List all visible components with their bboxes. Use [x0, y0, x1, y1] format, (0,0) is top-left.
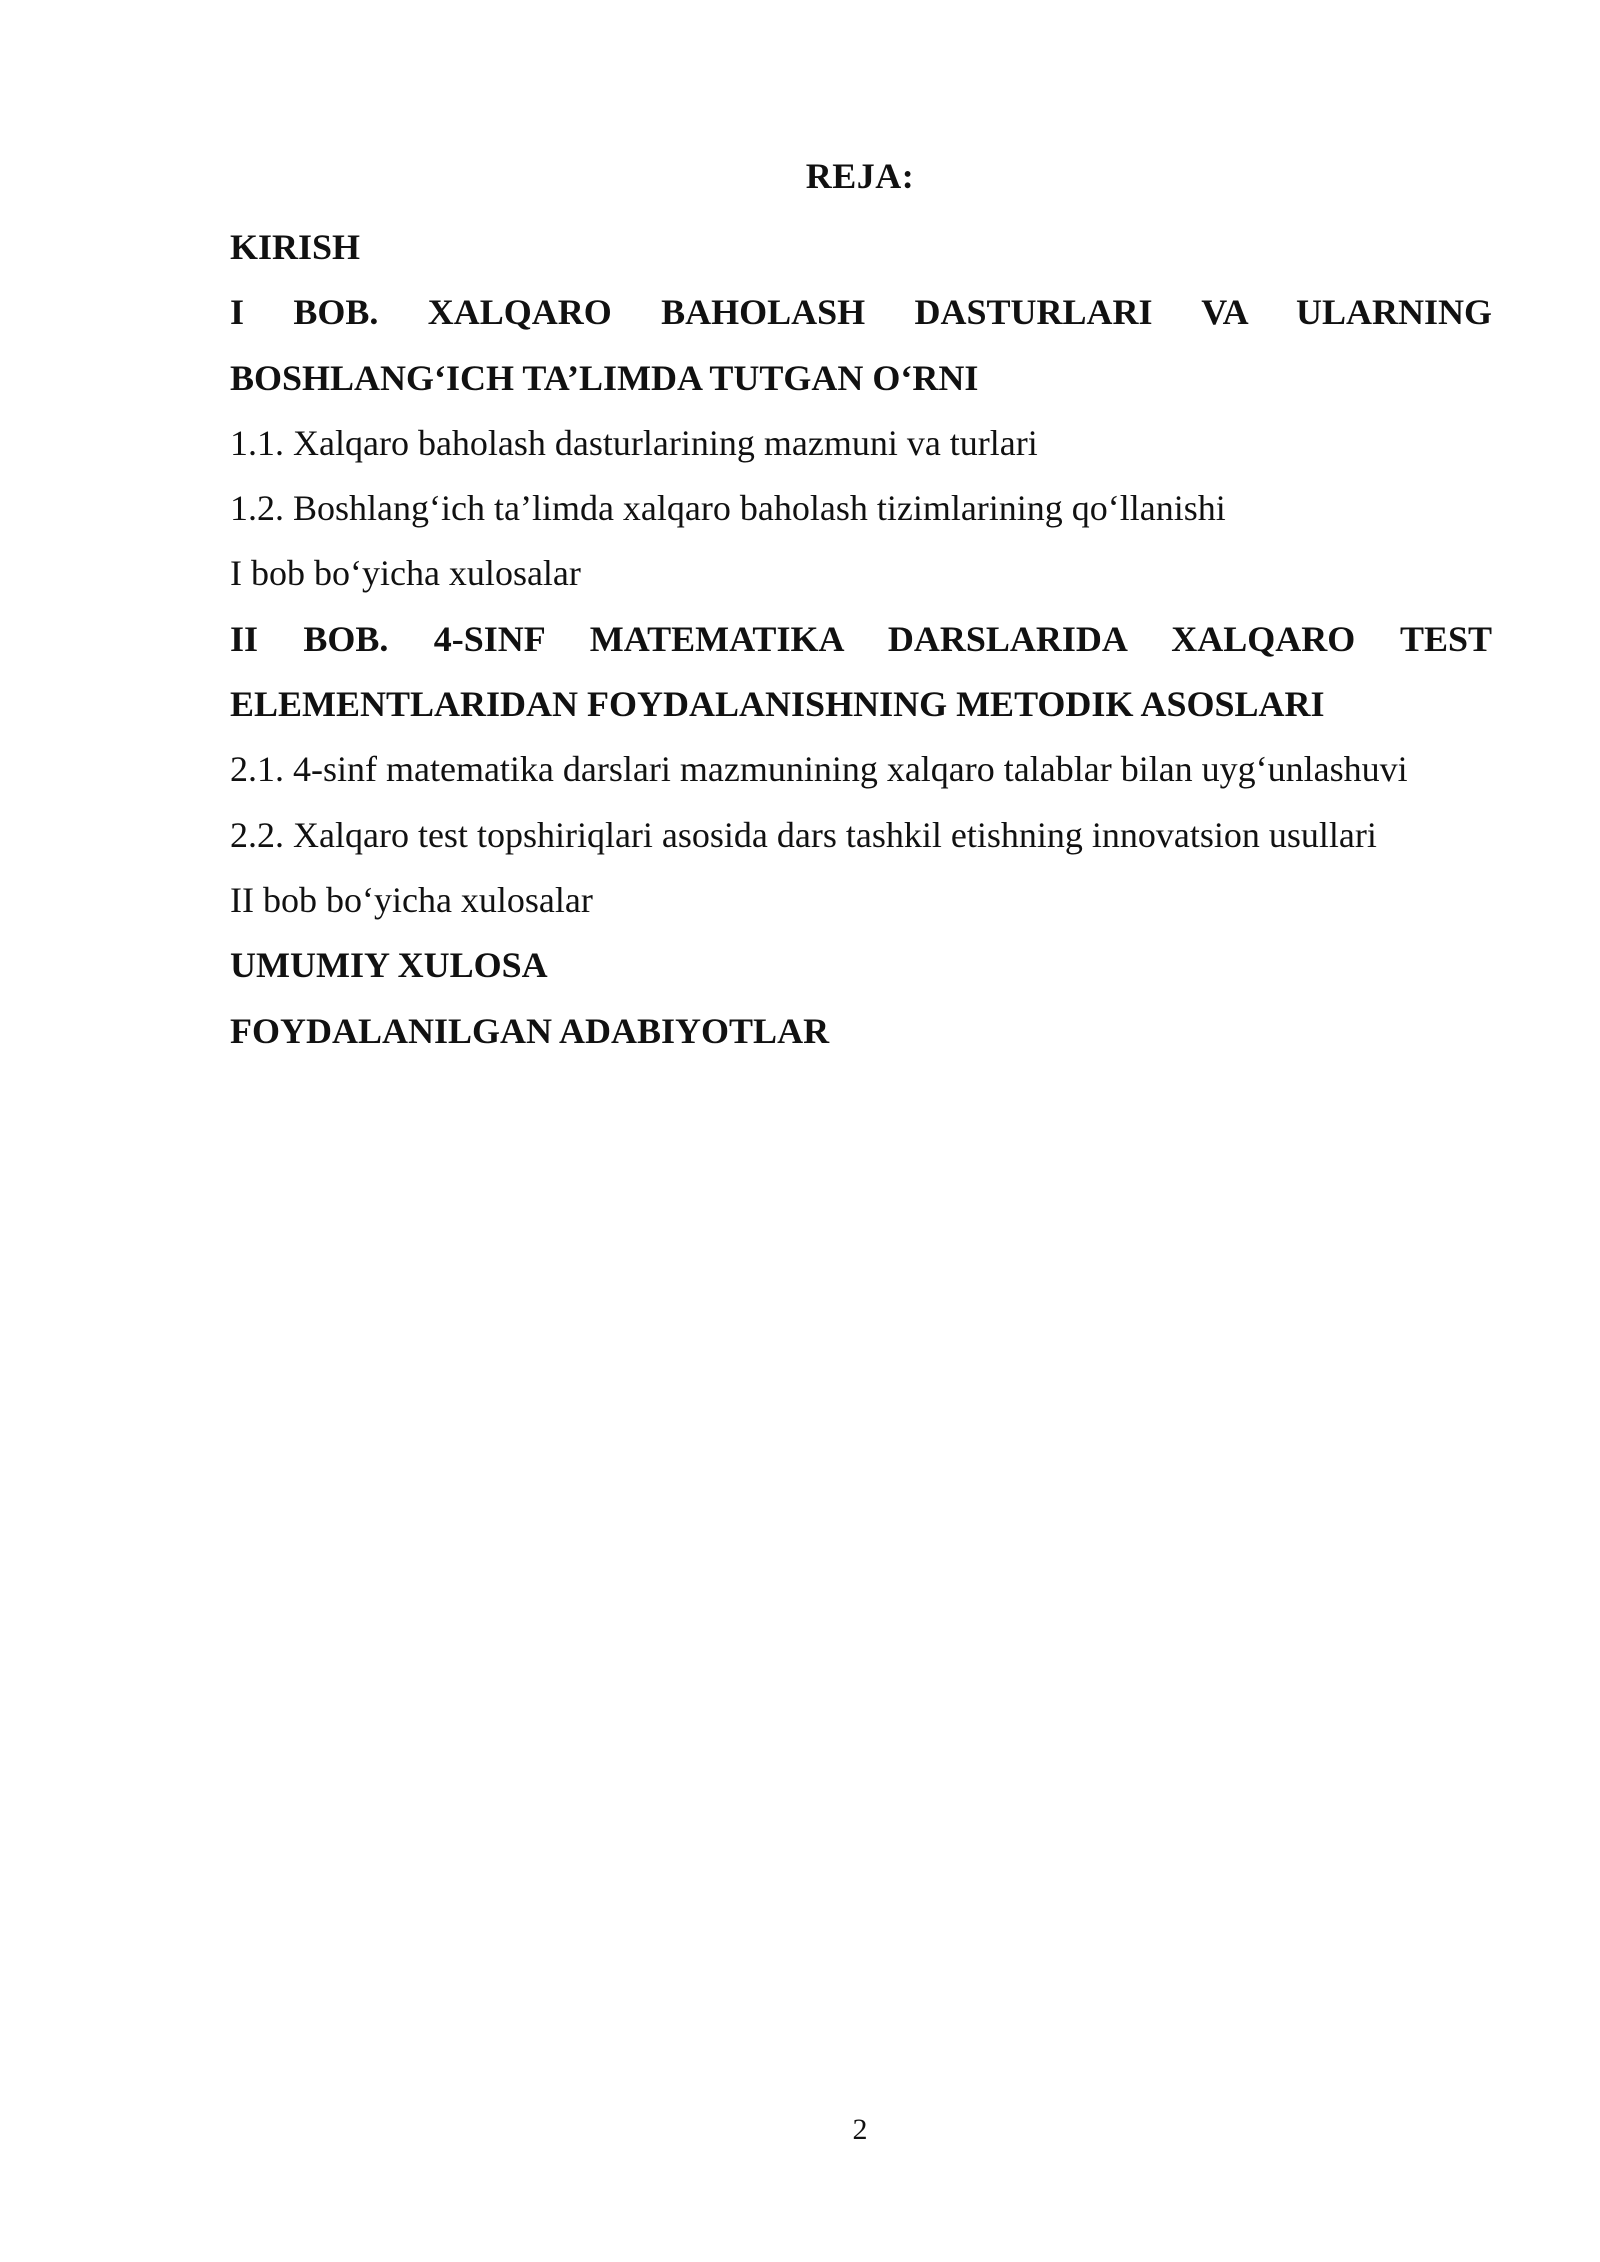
toc-item-chapter-2-heading-line-1: II BOB. 4-SINF MATEMATIKA DARSLARIDA XALQARO TEST	[230, 618, 1492, 659]
toc-item-chapter-2-conclusions: II bob bo‘yicha xulosalar	[230, 879, 593, 920]
page-title: REJA:	[805, 156, 915, 196]
toc-item-section-1-1: 1.1. Xalqaro baholash dasturlarining mazmuni va turlari	[230, 422, 1038, 463]
toc-item-references: FOYDALANILGAN ADABIYOTLAR	[230, 1010, 830, 1051]
table-of-contents	[230, 215, 1492, 1064]
toc-item-introduction: KIRISH	[230, 227, 361, 267]
toc-item-general-conclusion: UMUMIY XULOSA	[230, 945, 548, 986]
toc-item-chapter-1-heading-line-1: I BOB. XALQARO BAHOLASH DASTURLARI VA ULARNING	[230, 292, 1492, 333]
toc-item-chapter-1-heading-line-2: BOSHLANG‘ICH TA’LIMDA TUTGAN O‘RNI	[230, 357, 979, 398]
toc-item-chapter-1-conclusions: I bob bo‘yicha xulosalar	[230, 553, 581, 594]
toc-item-section-1-2: 1.2. Boshlang‘ich ta’limda xalqaro baholash tizimlarining qo‘llanishi	[230, 488, 1226, 529]
toc-item-section-2-1: 2.1. 4-sinf matematika darslari mazmunining xalqaro talablar bilan uyg‘unlashuvi	[230, 749, 1408, 790]
page-number: 2	[852, 2113, 868, 2146]
toc-item-section-2-2: 2.2. Xalqaro test topshiriqlari asosida dars tashkil etishning innovatsion usullari	[230, 814, 1377, 855]
toc-item-chapter-2-heading-line-2: ELEMENTLARIDAN FOYDALANISHNING METODIK ASOSLARI	[230, 684, 1325, 725]
